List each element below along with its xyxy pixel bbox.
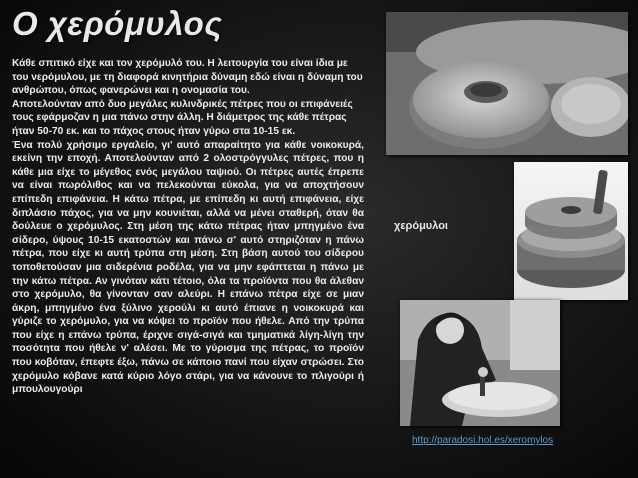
- photo-caption: χερόμυλοι: [394, 220, 448, 232]
- paragraph-1: Κάθε σπιτικό είχε και τον χερόμυλό του. Η λειτουργία του είναι ίδια με του νερόμυλου, με τη διαφορά κινητήρια δύναμη εδώ είναι η δύναμη του ανθρώπου, όπως φανερώνει και η ονομασία του.: [12, 58, 363, 97]
- paragraph-3: Ένα πολύ χρήσιμο εργαλείο, γι' αυτό απαραίτητο για κάθε νοικοκυρά, εκείνη την εποχή. Αποτελούνταν από 2 ολοστρόγγυλες πέτρες, που η κάθε μια είχε το μέγεθος ενός μεγάλου ταψιού. Οι πέτρες αυτές έπρεπε να είναι πωρόλιθος και να πελεκούνται εύκολα, για να αποχτήσουν επίπεδη επιφάνεια. Η κάτω πέτρα, με επίπεδη κι αυτή επιφάνεια, είχε διπλάσιο πάχος, για να μην κουνιέται, αλλά να μένει σταθερή, όταν θα δούλευε ο χερόμυλος. Στη μέση της κάτω πέτρας ήταν μπηγμένο ένα σίδερο, ύψους 10-15 εκατοστών και πάνω σ' αυτό στηριζόταν η πάνω πέτρα, που είχε κι αυτή τρύπα στη μέση. Στη βάση αυτού του σίδερου τοποθετούσαν μια σιδερένια ροδέλα, για να μην εφάπτεται η πάνω με την κάτω πέτρα. Αν γινόταν κάτι τέτοιο, όλα τα προϊόντα που θα άλεθαν στο χερόμυλο, θα γίνονταν σαν αλεύρι. Η επάνω πέτρα είχε σε μιαν άκρη, μπηγμένο ένα ξύλινο χερούλι κι αυτό έπιανε η νοικοκυρά και γύριζε το χερόμυλο, για να κόψει το προϊόν που ήθελε. Από την τρύπα που είχε η επάνω τρύπα, έριχνε σιγά-σιγά και τμηματικά λίγη-λίγη την ποσότητα που ήθελε ν' αλέσει. Με το γύρισμα της πέτρας, το προϊόν που κοβόταν, έπεφτε έξω, πάνω σε κάποιο πανί που είχαν στρώσει. Στο χερόμυλο κόβανε κατά κύριο λόγο στάρι, για να κάνουνε το πλιγούρι ή μπουλουγούρι: [12, 139, 364, 396]
- millstone-handle-photo-icon: [514, 162, 628, 300]
- slide-title: Ο χερόμυλος: [12, 5, 223, 42]
- millstone-photo-icon: [386, 12, 628, 155]
- woman-grinding-photo-icon: [400, 300, 560, 426]
- source-link[interactable]: http://paradosi.hol.es/xeromylos: [412, 435, 554, 446]
- paragraph-2: Αποτελούνταν από δυο μεγάλες κυλινδρικές πέτρες που οι επιφάνειές τους εφάρμοζαν η μια πάνω στην άλλη. Η διάμετρος της κάθε πέτρας ήταν 50-70 εκ. και το πάχος στους ήταν γύρω στα 10-15 εκ.: [12, 98, 353, 137]
- body-text: [12, 57, 364, 397]
